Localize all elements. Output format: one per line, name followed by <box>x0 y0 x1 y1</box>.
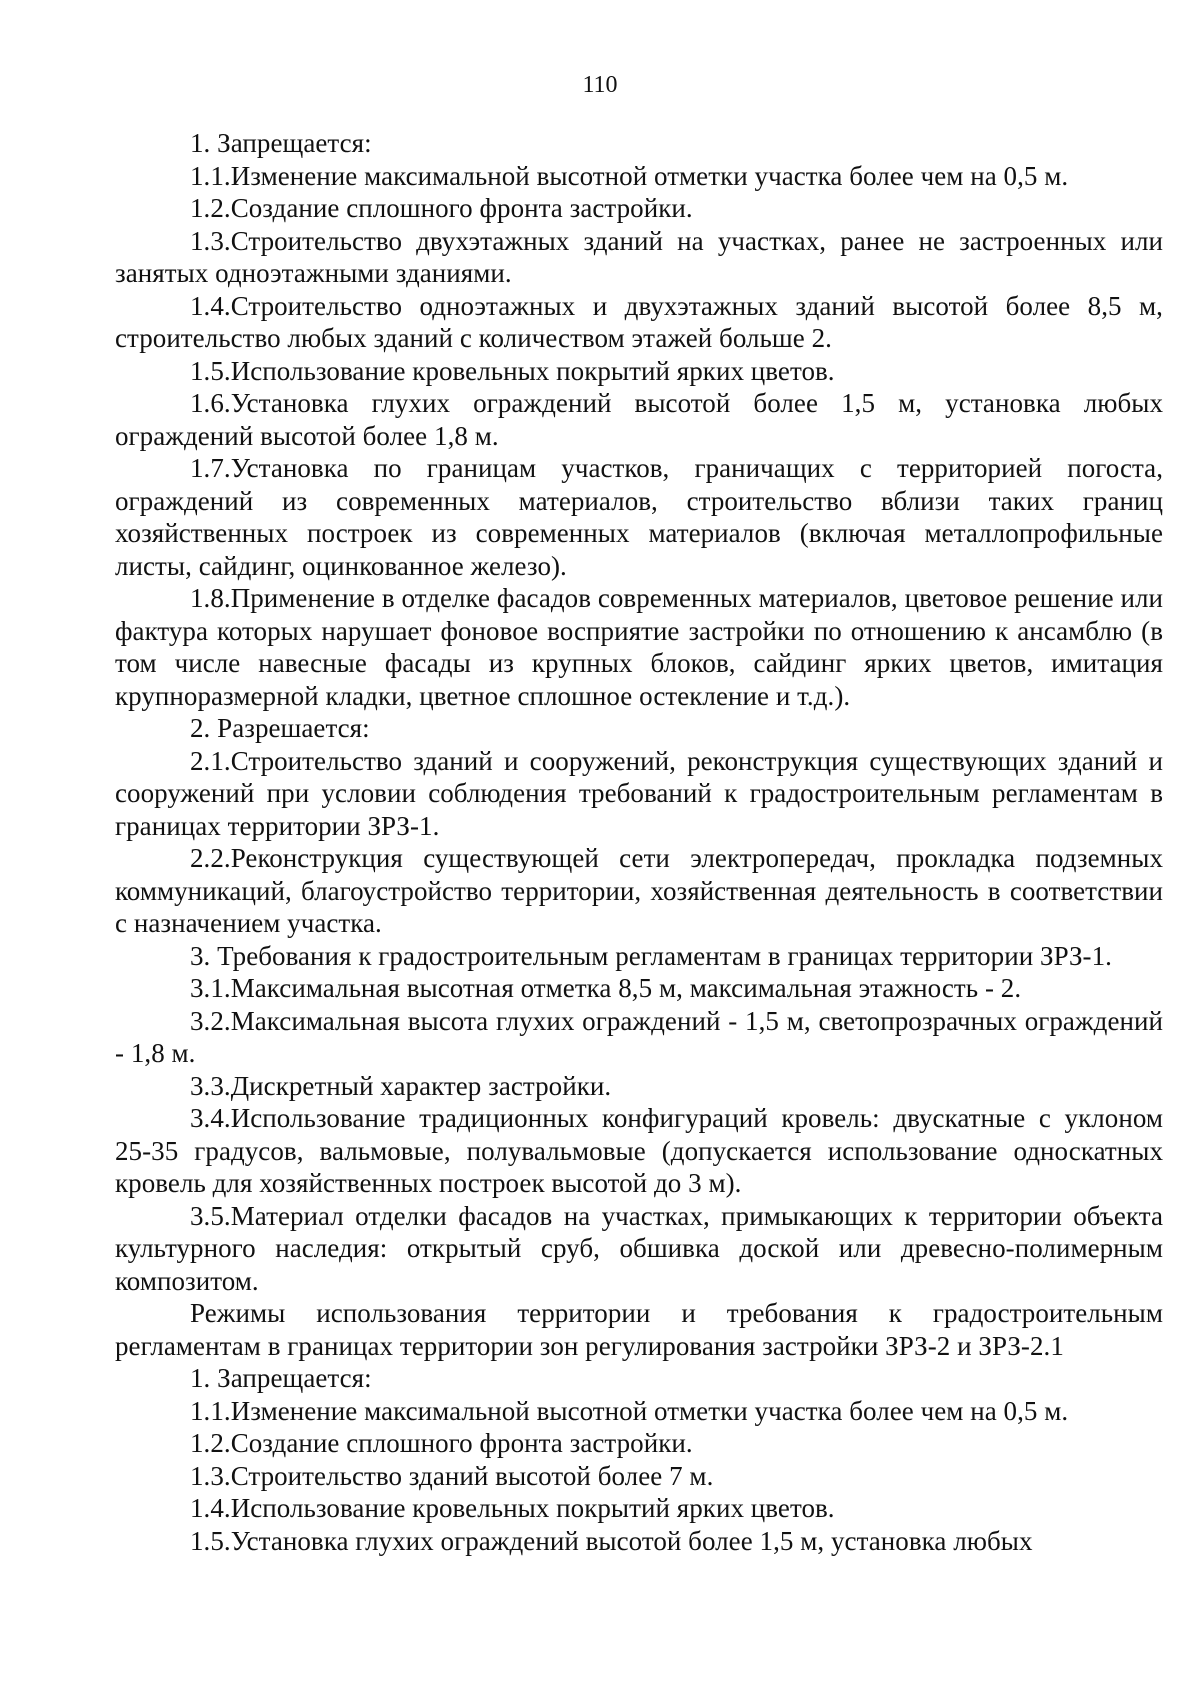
paragraph: 2.1.Строительство зданий и сооружений, реконструкция существующих зданий и сооружений при условии соблюдения требований к градостроительным регламентам в границах территории ЗРЗ-1. <box>115 745 1163 841</box>
paragraph: 1.8.Применение в отделке фасадов современных материалов, цветовое решение или фактура которых нарушает фоновое восприятие застройки по отношению к ансамблю (в том числе навесные фасады из крупных блоков, сайдинг ярких цветов, имитация крупноразмерной кладки, цветное сплошное остекление и т.д.). <box>115 583 1163 711</box>
paragraph: 1.1.Изменение максимальной высотной отметки участка более чем на 0,5 м. <box>190 1395 1069 1426</box>
document-body <box>115 127 1163 1557</box>
paragraph: 3.5.Материал отделки фасадов на участках, примыкающих к территории объекта культурного наследия: открытый сруб, обшивка доской или древесно-полимерным композитом. <box>115 1200 1163 1296</box>
paragraph: 1.4.Использование кровельных покрытий ярких цветов. <box>190 1493 835 1523</box>
paragraph: 3. Требования к градостроительным регламентам в границах территории ЗРЗ-1. <box>190 940 1112 971</box>
paragraph: 2.2.Реконструкция существующей сети электропередач, прокладка подземных коммуникаций, благоустройство территории, хозяйственная деятельность в соответствии с назначением участка. <box>115 843 1163 938</box>
paragraph: 1.2.Создание сплошного фронта застройки. <box>190 193 693 223</box>
paragraph: 1.6.Установка глухих ограждений высотой более 1,5 м, установка любых ограждений высотой более 1,8 м. <box>115 388 1163 451</box>
paragraph: 1.3.Строительство двухэтажных зданий на участках, ранее не застроенных или занятых одноэтажными зданиями. <box>115 225 1163 288</box>
paragraph: 1. Запрещается: <box>190 1363 372 1393</box>
page-number: 110 <box>582 72 618 98</box>
paragraph: 3.4.Использование традиционных конфигураций кровель: двускатные с уклоном 25-35 градусов, вальмовые, полувальмовые (допускается использование односкатных кровель для хозяйственных построек высотой до 3 м). <box>115 1103 1163 1198</box>
paragraph: 3.1.Максимальная высотная отметка 8,5 м, максимальная этажность - 2. <box>190 973 1022 1003</box>
section-heading: Режимы использования территории и требования к градостроительным регламентам в границах территории зон регулирования застройки ЗРЗ-2 и ЗРЗ-2.1 <box>115 1298 1163 1361</box>
paragraph: 3.3.Дискретный характер застройки. <box>190 1070 612 1101</box>
paragraph: 1.7.Установка по границам участков, граничащих с территорией погоста, ограждений из современных материалов, строительство вблизи таких границ хозяйственных построек из современных материалов (включая металлопрофильные листы, сайдинг, оцинкованное железо). <box>115 453 1163 581</box>
paragraph: 1.2.Создание сплошного фронта застройки. <box>190 1428 693 1458</box>
paragraph: 1.4.Строительство одноэтажных и двухэтажных зданий высотой более 8,5 м, строительство любых зданий с количеством этажей больше 2. <box>115 290 1163 353</box>
paragraph: 2. Разрешается: <box>190 713 370 743</box>
paragraph: 1.3.Строительство зданий высотой более 7 м. <box>190 1460 714 1491</box>
paragraph: 1.5.Использование кровельных покрытий ярких цветов. <box>190 355 835 386</box>
paragraph: 1.1.Изменение максимальной высотной отметки участка более чем на 0,5 м. <box>190 160 1069 191</box>
paragraph: 1.5.Установка глухих ограждений высотой более 1,5 м, установка любых <box>190 1525 1033 1556</box>
paragraph: 1. Запрещается: <box>190 128 372 158</box>
paragraph: 3.2.Максимальная высота глухих ограждений - 1,5 м, светопрозрачных ограждений - 1,8 м. <box>115 1005 1163 1068</box>
